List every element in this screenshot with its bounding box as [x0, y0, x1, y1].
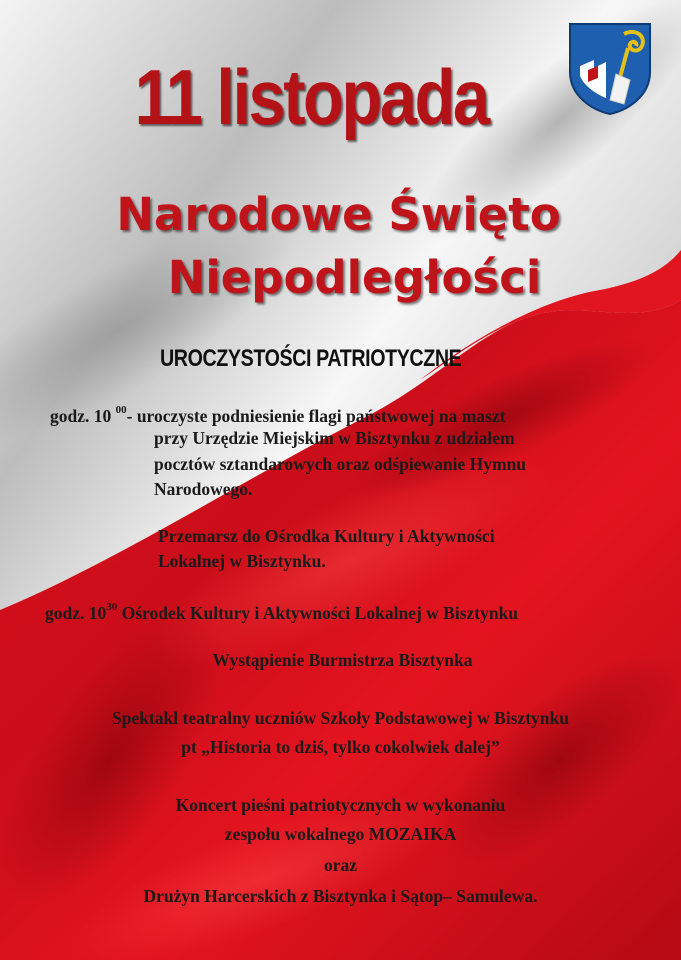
concert-line-1: Koncert pieśni patriotycznych w wykonaniu — [175, 795, 506, 815]
march-line-1: Przemarsz do Ośrodka Kultury i Aktywności — [158, 526, 495, 546]
subtitle-line-1: Narodowe Święto — [116, 188, 561, 241]
page-title: 11 listopada — [134, 53, 488, 141]
event1-time-minutes: 00 — [115, 404, 127, 416]
event1-time: godz. 10 — [50, 405, 112, 426]
event1-description: - uroczyste podniesienie flagi państwowej na maszt — [126, 405, 506, 426]
concert-line-2: zespołu wokalnego MOZAIKA — [224, 824, 457, 844]
event1-line-2: przy Urzędzie Miejskim w Bisztynku z udziałem — [154, 428, 515, 448]
event2-description: Ośrodek Kultury i Aktywności Lokalnej w Bisztynku — [121, 602, 519, 623]
event2-time-minutes: 30 — [106, 601, 118, 613]
event1-line-3: pocztów sztandarowych oraz odśpiewanie Hymnu — [154, 454, 527, 474]
event1-line-1 — [50, 400, 505, 428]
subtitle-line-2: Niepodległości — [167, 251, 542, 304]
march-line-2: Lokalnej w Bisztynku. — [158, 551, 326, 571]
concert-line-3: oraz — [323, 855, 358, 875]
event2-line — [45, 597, 518, 625]
play-line-1: Spektakl teatralny uczniów Szkoły Podstawowej w Bisztynku — [112, 708, 569, 728]
speech-line: Wystąpienie Burmistrza Bisztynka — [212, 650, 473, 670]
play-line-2: pt „Historia to dziś, tylko cokolwiek dalej” — [181, 737, 500, 757]
section-heading: UROCZYSTOŚCI PATRIOTYCZNE — [160, 345, 462, 372]
concert-line-4: Drużyn Harcerskich z Bisztynka i Sątop– Samulewa. — [143, 886, 538, 906]
event1-line-4: Narodowego. — [154, 479, 253, 499]
event2-time: godz. 10 — [45, 602, 107, 623]
town-crest-icon — [566, 20, 654, 116]
